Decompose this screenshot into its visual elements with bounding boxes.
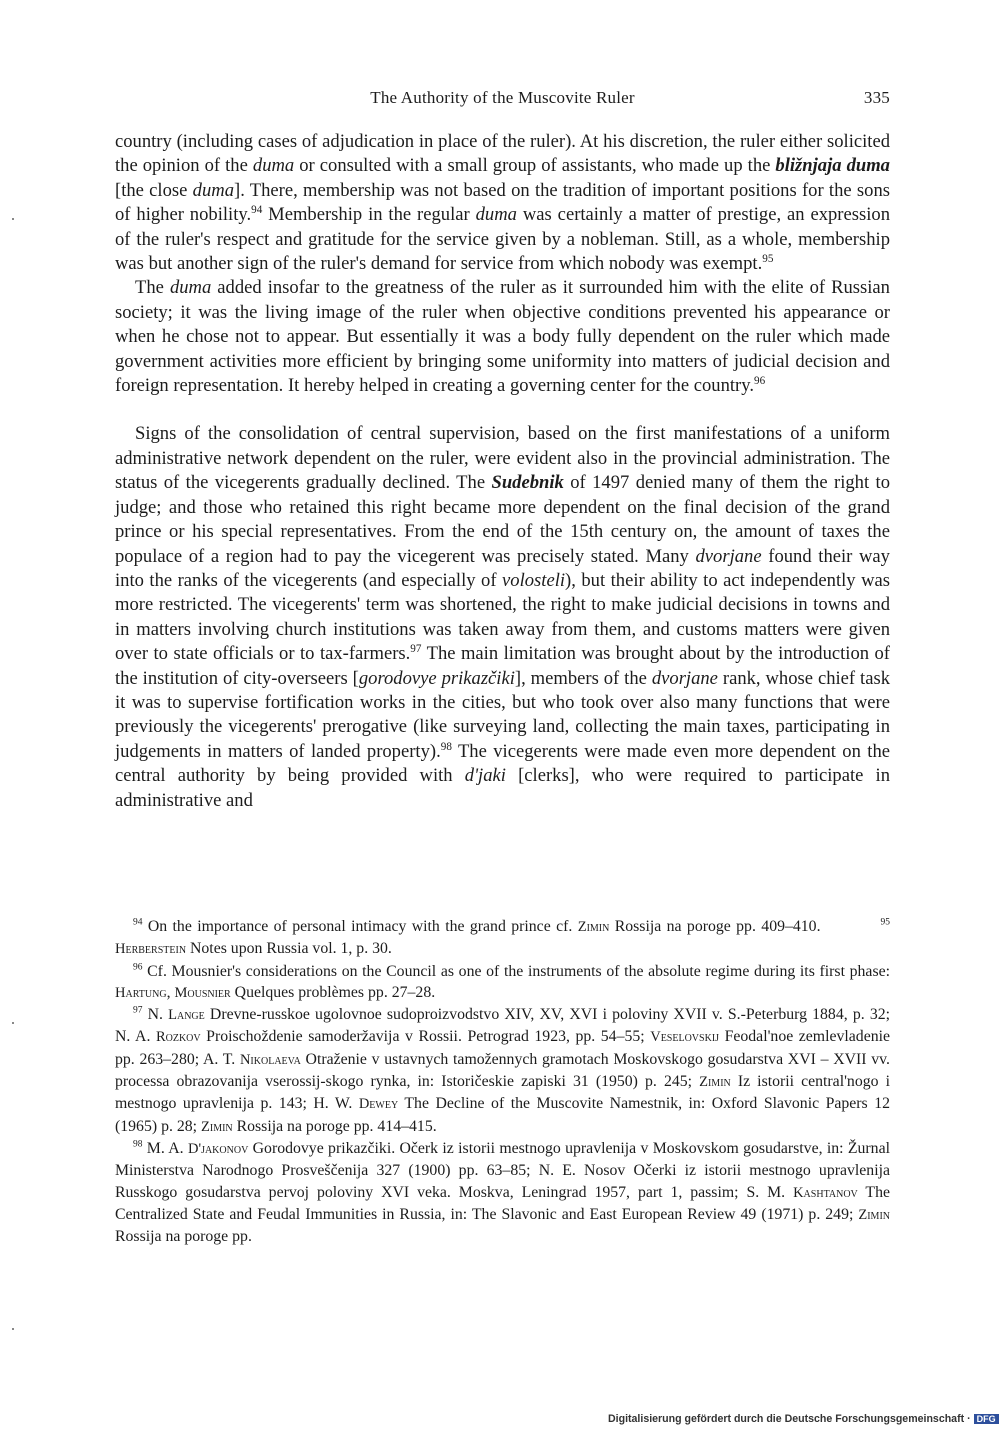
footnote-number: 95 <box>880 917 890 928</box>
italic-term: duma <box>192 179 234 201</box>
text-run: The vicegerents were made even more dependent on the central authority by being provided with <box>115 740 891 787</box>
text-run: found their way into the ranks of the vicegerents (and especially of <box>115 545 890 591</box>
italic-term: dvorjane <box>651 667 718 689</box>
page-number: 335 <box>863 88 890 107</box>
text-run: [clerks], who were required to participate in administrative and <box>115 765 890 811</box>
text-run: ]. There, membership was not based on the tradition of important positions for the sons of higher nobility. <box>115 179 890 226</box>
author-name: Kashtanov <box>793 1184 858 1201</box>
italic-term: volosteli <box>502 569 566 591</box>
author-name: Dewey <box>358 1096 399 1113</box>
author-name: Hartung <box>115 984 167 1001</box>
footnote-number: 96 <box>133 962 143 973</box>
bold-italic-term: Sudebnik <box>491 472 564 494</box>
text-run: of 1497 denied many of them the right to judge; and those who retained this right became more dependent on the final decision of the grand prince or his special representatives. From the end of the 15th century on, the amount of taxes the populace of a region had to pay the vicegerent was precisely stated. Many <box>115 472 890 567</box>
footnote-number: 94 <box>133 917 143 928</box>
text-run: Iz istorii central'nogo i mestnogo upravlenija p. 143; H. W. <box>115 1073 890 1113</box>
text-run: Rossija na poroge pp. <box>115 1228 252 1246</box>
text-run: The main limitation was brought about by the introduction of the institution of city-overseers [ <box>115 643 891 689</box>
text-run: The Decline of the Muscovite Namestnik, in: Oxford Slavonic Papers 12 (1965) p. 28; <box>115 1095 890 1135</box>
italic-term: dvorjane <box>695 545 762 567</box>
author-name: Zimin <box>577 919 610 935</box>
text-run: The <box>135 277 170 299</box>
footnote-ref[interactable]: 94 <box>251 204 263 217</box>
footnotes <box>115 916 890 1247</box>
footnote-number: 97 <box>133 1005 143 1016</box>
running-title: The Authority of the Muscovite Ruler <box>370 88 635 107</box>
paragraph-3 <box>115 422 890 813</box>
text-run: Proischoždenie samoderžavija v Rossii. Petrograd 1923, pp. 54–55; <box>200 1028 651 1046</box>
footnote-ref[interactable]: 98 <box>440 740 452 753</box>
footnote-number: 98 <box>133 1139 143 1150</box>
author-name: Nikolaeva <box>239 1051 301 1068</box>
text-run: , <box>166 983 175 1001</box>
text-run: Otraženie v ustavnych tamožennych gramotach Moskovskogo gosudarstva XVI – XVII vv. processa obrazovanija vserossij-skogo rynka, in: Istoričeskie zapiski 31 (1950) p. 245; <box>115 1050 890 1091</box>
footnote-ref[interactable]: 97 <box>410 642 422 655</box>
paragraph-1 <box>115 130 890 276</box>
digitization-footer <box>608 1413 996 1429</box>
bold-italic-term: bližnjaja duma <box>775 155 890 177</box>
text-run: country (including cases of adjudication in place of the ruler). At his discretion, the ruler either solicited the opinion of the <box>115 131 890 177</box>
italic-term: duma <box>252 155 295 177</box>
italic-term: duma <box>475 204 517 226</box>
text-run: rank, whose chief task it was to supervise fortification works in the cities, but who took over also many functions that were previously the vicegerents' prerogative (like surveying land, collecting the main taxes, participating in judgements in matters of landed property). <box>115 667 891 762</box>
text-run: M. A. <box>142 1139 188 1157</box>
paragraph-2 <box>115 276 890 398</box>
scan-speck <box>12 1022 14 1024</box>
italic-term: duma <box>169 277 212 299</box>
body-text <box>115 130 890 813</box>
footnote-ref[interactable]: 95 <box>762 252 774 265</box>
text-run: or consulted with a small group of assistants, who made up the <box>294 155 776 177</box>
footnote-97 <box>115 1004 890 1138</box>
text-run: Rossija na poroge pp. 409–410. <box>609 918 821 935</box>
text-run: ), but their ability to act independently was more restricted. The vicegerents' term was shortened, the right to make judicial decisions in towns and in matters involving church institutions was taken away from them, and customs matters were given over to state officials or to tax-farmers. <box>115 569 891 665</box>
italic-term: gorodovye prikazčiki <box>358 667 515 689</box>
text-run: Membership in the regular <box>262 204 476 226</box>
footnote-ref[interactable]: 96 <box>753 374 766 387</box>
italic-term: d'jaki <box>464 765 506 787</box>
text-run: ], members of the <box>514 667 652 689</box>
author-name: Lange <box>168 1007 205 1024</box>
text-run: Signs of the consolidation of central supervision, based on the first manifestations of a uniform administrative network dependent on the ruler, were evident also in the provincial administration. The status of the vicegerents gradually declined. The <box>115 423 890 494</box>
text-run: [the close <box>115 179 193 201</box>
running-header <box>115 88 890 114</box>
footnote-96 <box>115 961 890 1005</box>
footnote-98 <box>115 1138 890 1247</box>
author-name: D'jakonov <box>187 1140 249 1157</box>
footer-text: Digitalisierung gefördert durch die Deutsche Forschungsgemeinschaft · <box>608 1413 971 1425</box>
text-run: Quelques problèmes pp. 27–28. <box>230 983 436 1001</box>
text-run: was certainly a matter of prestige, an expression of the ruler's respect and gratitude for the service given by a nobleman. Still, as a whole, membership was but another sign of the ruler's demand for service from which nobody was exempt. <box>115 204 890 275</box>
author-name: Mousnier <box>174 984 231 1001</box>
text-run: added insofar to the greatness of the ruler as it surrounded him with the elite of Russian society; it was the living image of the ruler when objective conditions prevented his appearance or when he chose not to appear. But essentially it was a body fully dependent on the ruler which made government activities more efficient by bringing some uniformity into matters of judicial decision and foreign representation. It hereby helped in creating a governing center for the country. <box>115 277 890 397</box>
text-run: Feodal'noe zemlevladenie pp. 263–280; A. T. <box>115 1028 891 1068</box>
author-name: Herberstein <box>115 941 187 958</box>
author-name: Zimin <box>201 1118 233 1135</box>
author-name: Rozkov <box>155 1029 201 1046</box>
text-run: N. <box>142 1006 169 1024</box>
author-name: Zimin <box>858 1206 890 1223</box>
text-run: Rossija na poroge pp. 414–415. <box>232 1117 437 1135</box>
text-run: Cf. Mousnier's considerations on the Council as one of the instruments of the absolute regime during its first phase: <box>142 962 890 980</box>
text-run: On the importance of personal intimacy with the grand prince cf. <box>142 918 578 935</box>
text-run: The Centralized State and Feudal Immunities in Russia, in: The Slavonic and East European Review 49 (1971) p. 249; <box>115 1183 890 1223</box>
author-name: Veselovskij <box>650 1029 720 1046</box>
text-run: Notes upon Russia vol. 1, p. 30. <box>186 940 392 958</box>
text-run: Gorodovye prikazčiki. Očerk iz istorii mestnogo upravlenija v Moskovskom gosudarstve, in: Žurnal Ministerstva Narodnogo Prosveščenija 327 (1900) pp. 63–85; N. E. Nosov Očerki iz istorii mestnogo upravlenija Russkogo gosudarstva pervoj poloviny XVI veka. Moskva, Leningrad 1957, part 1, passim; S. M. <box>115 1139 890 1201</box>
text-run: Drevne-russkoe ugolovnoe sudoproizvodstvo XIV, XV, XVI i poloviny XVII v. S.-Peterburg 1884, p. 32; N. A. <box>115 1006 891 1046</box>
footnote-94 <box>115 916 890 961</box>
author-name: Zimin <box>699 1074 731 1091</box>
scan-speck <box>12 1328 14 1330</box>
scan-speck <box>12 218 14 220</box>
dfg-logo-icon: DFG <box>974 1414 999 1424</box>
